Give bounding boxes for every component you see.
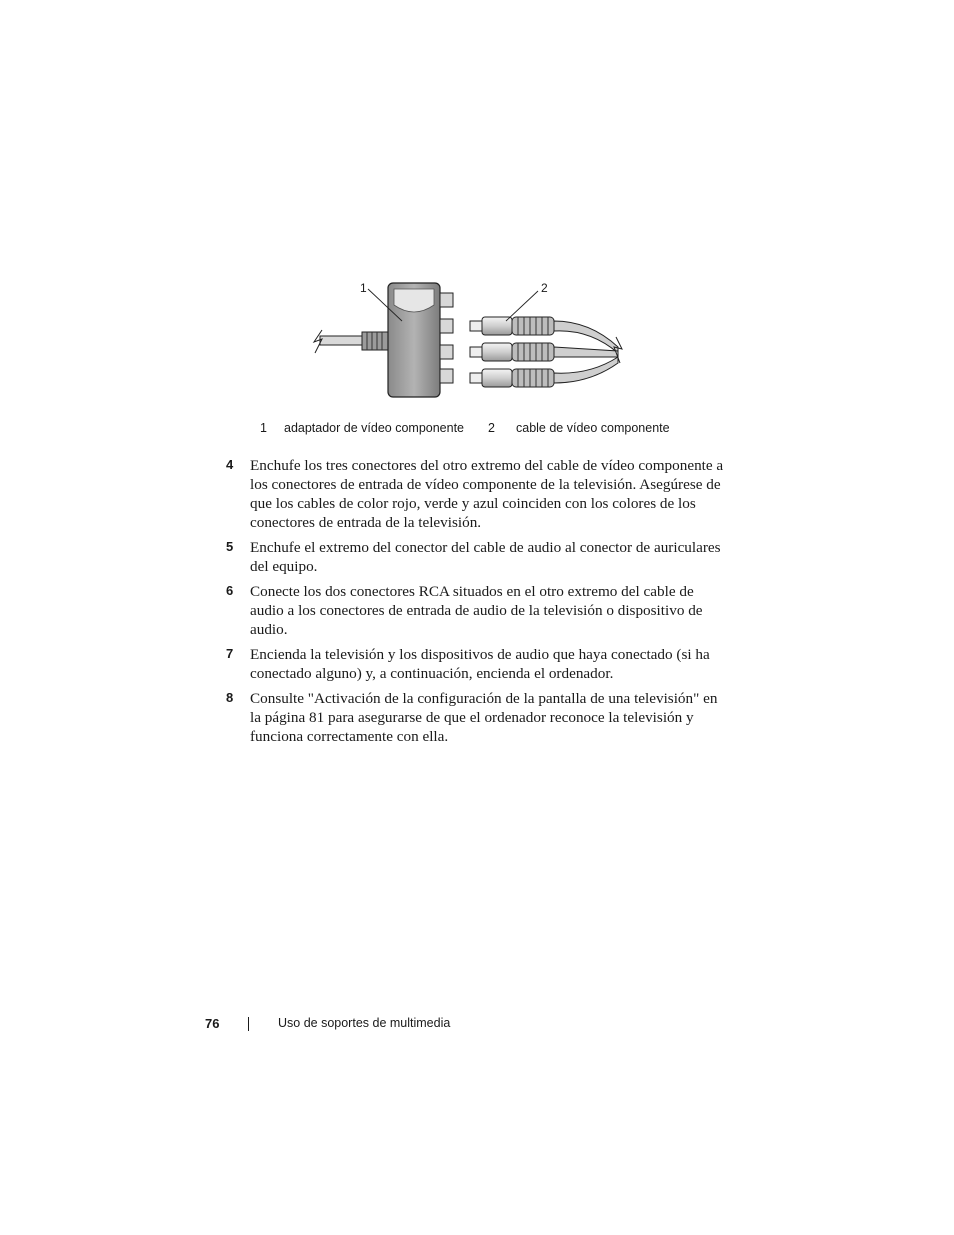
step-5	[226, 538, 726, 576]
step-number: 6	[226, 583, 234, 598]
rca-plug-middle	[470, 343, 618, 361]
step-text: Consulte "Activación de la configuración de la pantalla de una televisión" en la página 81 para asegurarse de que el ordenador reconoce la televisión y funciona correctamente con ella.	[250, 690, 718, 745]
step-8	[226, 689, 726, 746]
step-7	[226, 645, 726, 683]
component-video-illustration	[300, 275, 640, 405]
step-text: Encienda la televisión y los dispositivos de audio que haya conectado (si ha conectado alguno) y, a continuación, encienda el ordenador.	[250, 646, 710, 682]
step-text: Conecte los dos conectores RCA situados en el otro extremo del cable de audio a los conectores de entrada de audio de la televisión o dispositivo de audio.	[250, 583, 703, 638]
legend-num-1: 1	[260, 421, 267, 435]
callout-2: 2	[541, 281, 548, 295]
step-6	[226, 582, 726, 639]
input-cable	[314, 330, 388, 353]
legend-num-2: 2	[488, 421, 495, 435]
step-number: 7	[226, 646, 234, 661]
step-number: 4	[226, 457, 234, 472]
legend-label-2: cable de vídeo componente	[516, 421, 670, 435]
procedure-steps	[226, 456, 726, 752]
callout-1: 1	[360, 281, 367, 295]
section-title: Uso de soportes de multimedia	[278, 1016, 451, 1030]
legend-label-1: adaptador de vídeo componente	[284, 421, 464, 435]
step-4	[226, 456, 726, 532]
step-number: 5	[226, 539, 234, 554]
page-number: 76	[205, 1016, 220, 1031]
step-text: Enchufe los tres conectores del otro extremo del cable de vídeo componente a los conectores de entrada de vídeo componente de la televisión. Asegúrese de que los cables de color rojo, verde y azul coinciden con los colores de los conectores de entrada de la televisión.	[250, 457, 724, 531]
step-text: Enchufe el extremo del conector del cable de audio al conector de auriculares del equipo.	[250, 539, 721, 575]
component-adapter	[388, 283, 453, 397]
step-number: 8	[226, 690, 234, 705]
footer-divider	[248, 1017, 249, 1031]
adapter-cable-drawing	[300, 275, 640, 405]
